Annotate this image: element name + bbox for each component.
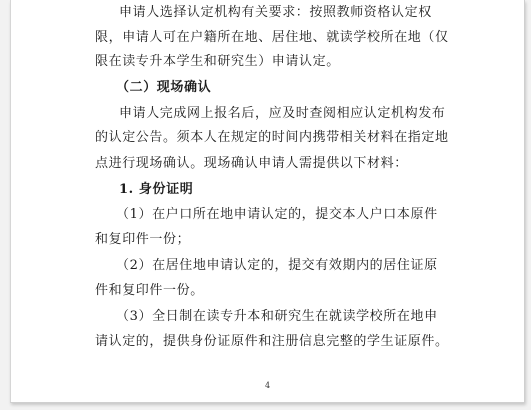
subheading-identity-proof: 1. 身份证明 xyxy=(119,182,194,197)
item-1-line-2: 和复印件一份； xyxy=(95,232,191,247)
paragraph-2-line-3: 点进行现场确认。现场确认申请人需提供以下材料： xyxy=(95,156,408,171)
item-2-line-2: 件和复印件一份。 xyxy=(95,283,204,298)
page-number: 4 xyxy=(264,381,271,390)
paragraph-1-line-1: 申请人选择认定机构有关要求：按照教师资格认定权 xyxy=(119,5,432,20)
paragraph-2-line-1: 申请人完成网上报名后，应及时查阅相应认定机构发布 xyxy=(119,106,446,121)
item-3-line-1: （3）全日制在读专升本和研究生在就读学校所在地申 xyxy=(116,309,438,324)
item-2-line-1: （2）在居住地申请认定的，提交有效期内的居住证原 xyxy=(116,258,438,273)
section-heading: （二）现场确认 xyxy=(116,80,212,95)
document-page xyxy=(10,0,525,403)
paragraph-2-line-2: 的认定公告。须本人在规定的时间内携带相关材料在指定地 xyxy=(95,130,449,145)
paragraph-1-line-3: 限在读专升本学生和研究生）申请认定。 xyxy=(95,54,340,69)
item-1-line-1: （1）在户口所在地申请认定的，提交本人户口本原件 xyxy=(116,207,438,222)
paragraph-1-line-2: 限，申请人可在户籍所在地、居住地、就读学校所在地（仅 xyxy=(95,30,449,45)
item-3-line-2: 请认定的，提供身份证原件和注册信息完整的学生证原件。 xyxy=(95,334,449,349)
